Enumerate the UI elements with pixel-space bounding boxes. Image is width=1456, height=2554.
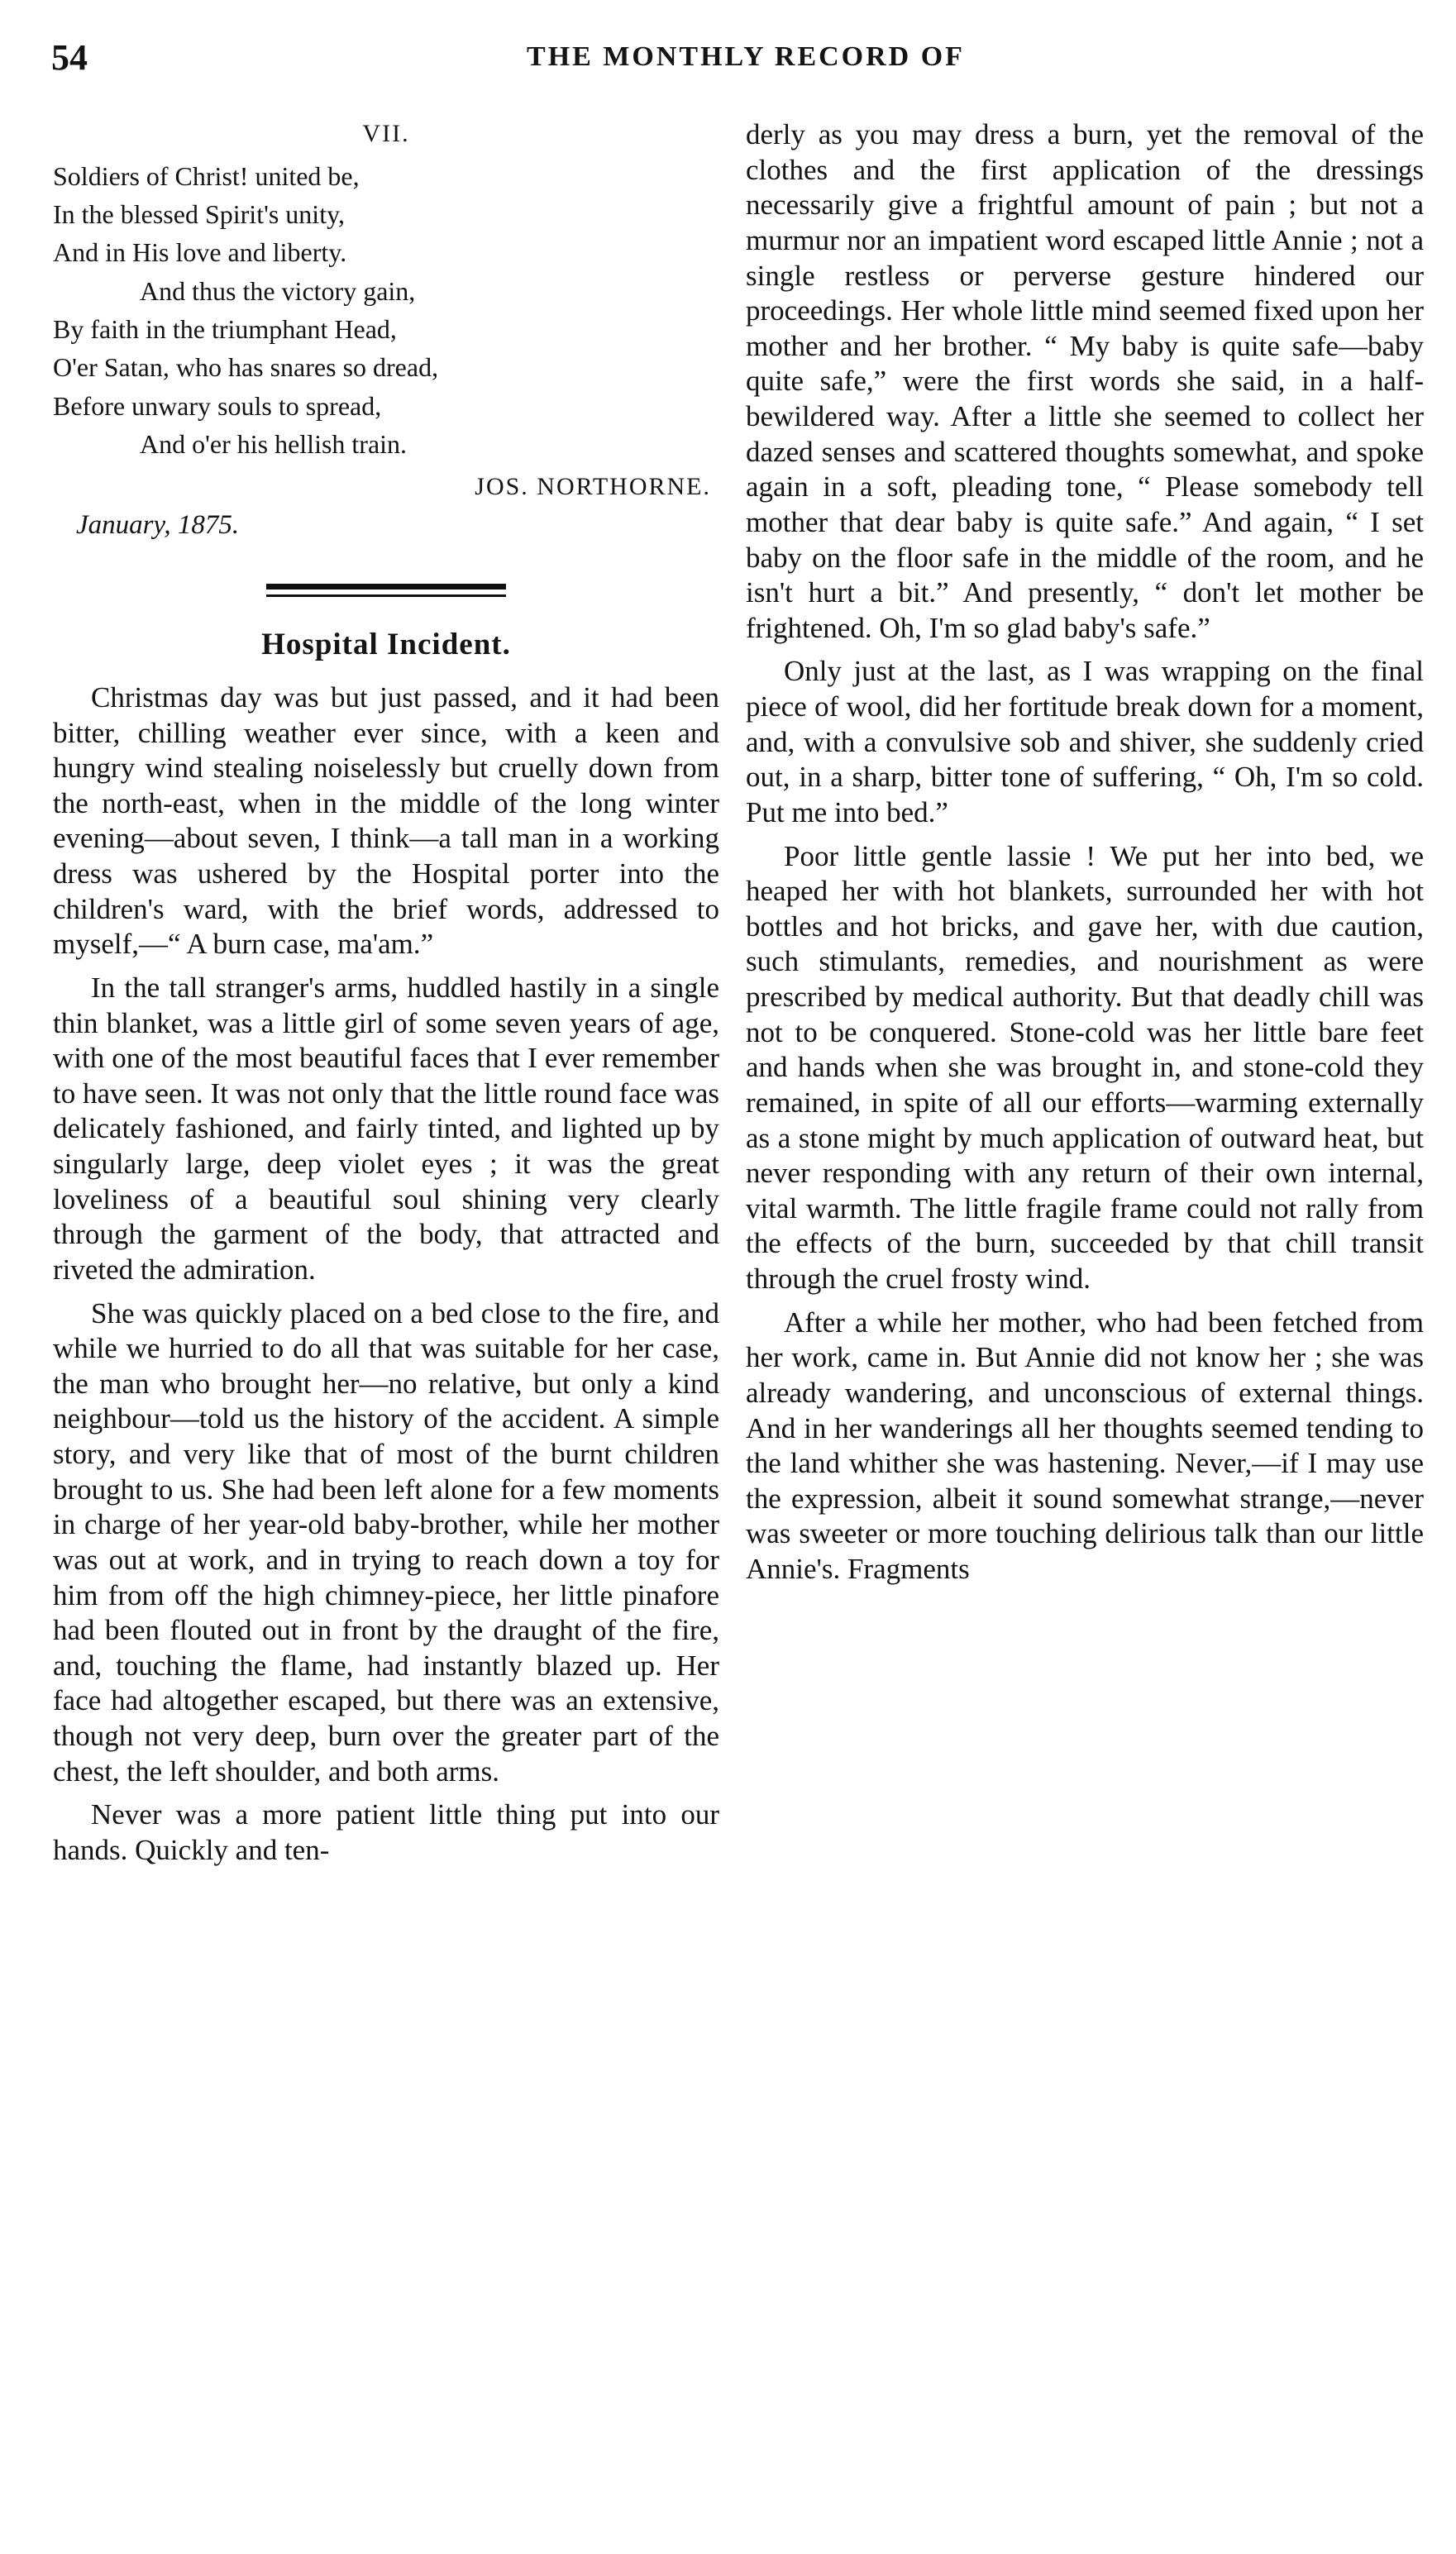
article-paragraph: Christmas day was but just passed, and it had been bitter, chilling weather ever since, with a keen and hungry wind stealing noiselessly but cruelly down from the north-east, when in the middle of the long winter evening—about seven, I think—a tall man in a working dress was ushered by the Hospital porter into the children's ward, with the brief words, addressed to myself,—“ A burn case, ma'am.” <box>53 680 719 961</box>
left-column <box>53 116 719 1877</box>
stanza-number: VII. <box>362 120 410 147</box>
article-paragraph: She was quickly placed on a bed close to the fire, and while we hurried to do all that was suitable for her case, the man who brought her—no relative, but only a kind neighbour—told us the history of the accident. A simple story, and very like that of most of the burnt children brought to us. She had been left alone for a few moments in charge of her year-old baby-brother, while her mother was out at work, and in trying to reach down a toy for him from off the high chimney-piece, her little pinafore had been flouted out in front by the draught of the fire, and, touching the flame, had instantly blazed up. Her face had altogether escaped, but there was an extensive, though not very deep, burn over the greater part of the chest, the left shoulder, and both arms. <box>53 1296 719 1788</box>
running-title: THE MONTHLY RECORD OF <box>527 41 965 72</box>
article-paragraph: Only just at the last, as I was wrapping on the final piece of wool, did her fortitude break down for a moment, and, with a convulsive sob and shiver, she suddenly cried out, in a sharp, bitter tone of suffering, “ Oh, I'm so cold. Put me into bed.” <box>746 655 1424 828</box>
article-paragraph: Never was a more patient little thing put into our hands. Quickly and ten- <box>53 1798 719 1866</box>
poem-line: By faith in the triumphant Head, <box>53 314 397 345</box>
section-divider-thick <box>266 584 506 590</box>
page-header <box>51 36 1440 86</box>
article-paragraph: In the tall stranger's arms, huddled hastily in a single thin blanket, was a little girl of some seven years of age, with one of the most beautiful faces that I ever remember to have seen. It was not only that the little round face was delicately fashioned, and fairly tinted, and lighted up by singularly large, deep violet eyes ; it was the great loveliness of a beautiful soul shining very clearly through the garment of the body, that attracted and riveted the admiration. <box>53 971 719 1286</box>
poem-stanza <box>53 116 719 546</box>
article-paragraph: Poor little gentle lassie ! We put her into bed, we heaped her with hot blankets, surrounded her with hot bottles and hot bricks, and gave her, with due caution, such stimulants, remedies, and nourishment as were prescribed by medical authority. But that deadly chill was not to be conquered. Stone-cold was her little bare feet and hands when she was brought in, and stone-cold they remained, in spite of all our efforts—warming externally as a stone might by much application of outward heat, but never responding with any return of their own internal, vital warmth. The little fragile frame could not rally from the effects of the burn, succeeded by that chill transit through the cruel frosty wind. <box>746 839 1424 1295</box>
section-divider-thin <box>266 594 506 597</box>
poem-line: And thus the victory gain, <box>140 275 416 306</box>
article-paragraph: derly as you may dress a burn, yet the removal of the clothes and the first application of the dressings necessarily give a frightful amount of pain ; but not a murmur nor an impatient word escaped little Annie ; not a single restless or perverse gesture hindered our proceedings. Her whole little mind seemed fixed upon her mother and her brother. “ My baby is quite safe—baby quite safe,” were the first words she said, in a half-bewildered way. After a little she seemed to collect her dazed senses and scattered thoughts somewhat, and spoke again in a soft, pleading tone, “ Please somebody tell mother that dear baby is quite safe.” And again, “ I set baby on the floor safe in the middle of the room, and he isn't hurt a bit.” And presently, “ don't let mother be frightened. Oh, I'm so glad baby's safe.” <box>746 118 1424 644</box>
poem-signature: JOS. NORTHORNE. <box>475 472 711 500</box>
right-column <box>746 117 1424 1596</box>
poem-line: In the blessed Spirit's unity, <box>53 198 345 229</box>
article-paragraph: After a while her mother, who had been fetched from her work, came in. But Annie did not know her ; she was already wandering, and unconscious of external things. And in her wanderings all her thoughts seemed tending to the land whither she was hastening. Never,—if I may use the expression, albeit it sound somewhat strange,—never was sweeter or more touching delirious talk than our little Annie's. Fragments <box>746 1306 1424 1585</box>
poem-line: O'er Satan, who has snares so dread, <box>53 352 439 383</box>
poem-line: And in His love and liberty. <box>53 237 347 268</box>
poem-line: And o'er his hellish train. <box>140 429 408 460</box>
poem-line: Before unwary souls to spread, <box>53 390 382 421</box>
poem-line: Soldiers of Christ! united be, <box>53 160 360 191</box>
poem-date: January, 1875. <box>76 510 240 541</box>
article-title: Hospital Incident. <box>261 627 511 661</box>
page-number: 54 <box>51 37 88 78</box>
